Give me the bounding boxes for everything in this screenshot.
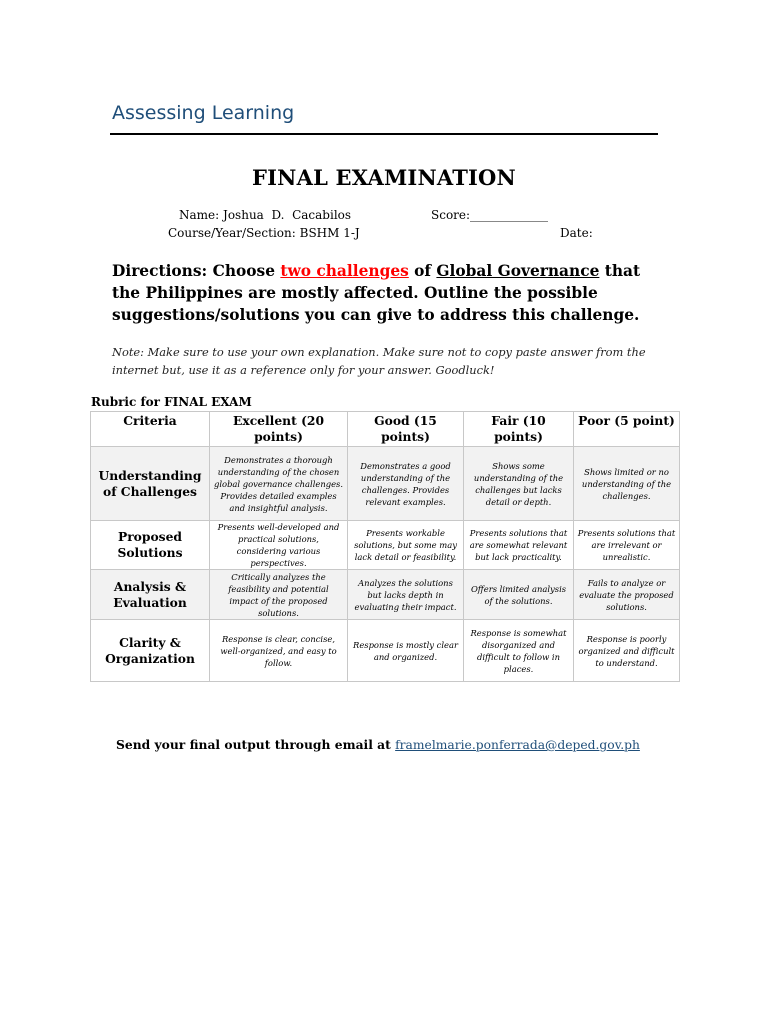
exam-title: FINAL EXAMINATION (252, 165, 516, 190)
name-value: Joshua D. Cacabilos (223, 208, 352, 222)
rubric-header-row (91, 412, 680, 447)
cell-excellent: Demonstrates a thorough understanding of the chosen global governance challenges. Provides detailed examples and insightful analysis. (210, 447, 348, 521)
cell-good: Analyzes the solutions but lacks depth in evaluating their impact. (348, 570, 464, 620)
cell-fair: Shows some understanding of the challenges but lacks detail or depth. (464, 447, 574, 521)
rubric-table (90, 411, 680, 682)
header-excellent: Excellent (20 points) (210, 412, 348, 447)
name-line (179, 208, 351, 222)
cell-excellent: Presents well-developed and practical solutions, considering various perspectives. (210, 521, 348, 570)
table-row (91, 570, 680, 620)
row-criteria: Proposed Solutions (91, 521, 210, 570)
directions-mid: of (408, 262, 437, 280)
table-row (91, 447, 680, 521)
row-criteria: Understanding of Challenges (91, 447, 210, 521)
table-row (91, 620, 680, 682)
cell-fair: Presents solutions that are somewhat relevant but lack practicality. (464, 521, 574, 570)
score-label: Score: (431, 208, 471, 222)
directions-prefix: Directions: Choose (112, 262, 281, 280)
score-blank: _____________ (470, 208, 549, 222)
cell-poor: Shows limited or no understanding of the challenges. (574, 447, 680, 521)
name-label: Name: (179, 208, 220, 222)
rubric-caption: Rubric for FINAL EXAM (91, 395, 252, 409)
note: Note: Make sure to use your own explanation. Make sure not to copy paste answer from the internet but, use it as a reference only for your answer. Goodluck! (112, 345, 646, 377)
score-line (431, 208, 548, 222)
header-fair: Fair (10 points) (464, 412, 574, 447)
row-criteria: Analysis & Evaluation (91, 570, 210, 620)
course-value: BSHM 1-J (299, 226, 360, 240)
cell-good: Demonstrates a good understanding of the challenges. Provides relevant examples. (348, 447, 464, 521)
directions-highlight: two challenges (280, 262, 409, 280)
directions-suffix: that the Philippines are mostly affected. Outline the possible suggestions/solutions you can give to address this challenge. (112, 262, 641, 324)
row-criteria: Clarity & Organization (91, 620, 210, 682)
cell-good: Response is mostly clear and organized. (348, 620, 464, 682)
directions (112, 260, 672, 326)
cell-excellent: Critically analyzes the feasibility and potential impact of the proposed solutions. (210, 570, 348, 620)
cell-poor: Presents solutions that are irrelevant or unrealistic. (574, 521, 680, 570)
course-line (168, 226, 360, 240)
cell-poor: Response is poorly organized and difficult to understand. (574, 620, 680, 682)
cell-excellent: Response is clear, concise, well-organized, and easy to follow. (210, 620, 348, 682)
send-instructions (116, 737, 640, 752)
send-text: Send your final output through email at (116, 737, 396, 752)
header-title: Assessing Learning (112, 102, 295, 124)
cell-fair: Response is somewhat disorganized and difficult to follow in places. (464, 620, 574, 682)
header-criteria: Criteria (91, 412, 210, 447)
cell-poor: Fails to analyze or evaluate the proposed solutions. (574, 570, 680, 620)
header-divider (110, 133, 658, 135)
header-poor: Poor (5 point) (574, 412, 680, 447)
table-row (91, 521, 680, 570)
cell-fair: Offers limited analysis of the solutions. (464, 570, 574, 620)
directions-topic: Global Governance (436, 262, 600, 280)
date-label: Date: (560, 226, 593, 240)
email-link[interactable]: framelmarie.ponferrada@deped.gov.ph (395, 738, 640, 752)
cell-good: Presents workable solutions, but some may lack detail or feasibility. (348, 521, 464, 570)
course-label: Course/Year/Section: (168, 226, 296, 240)
header-good: Good (15 points) (348, 412, 464, 447)
